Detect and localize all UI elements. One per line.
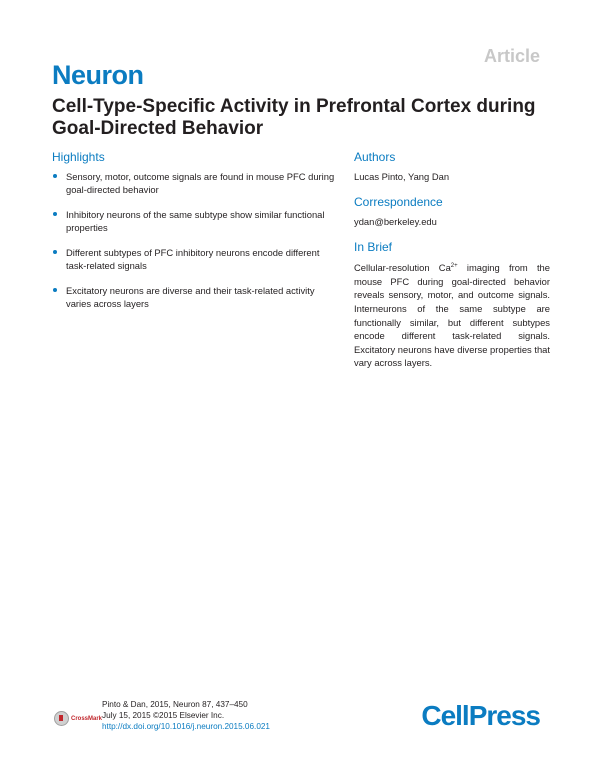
citation-line: Pinto & Dan, 2015, Neuron 87, 437–450 (102, 700, 248, 709)
citation-block (102, 699, 362, 732)
highlight-item (52, 170, 342, 196)
date-copyright-line: July 15, 2015 ©2015 Elsevier Inc. (102, 711, 225, 720)
in-brief-text-start: Cellular-resolution Ca (354, 262, 451, 274)
correspondence-section (354, 195, 550, 228)
authors-section (354, 150, 550, 183)
doi-link[interactable]: http://dx.doi.org/10.1016/j.neuron.2015.06.021 (102, 722, 270, 731)
crossmark-label: CrossMark (71, 715, 103, 722)
highlight-text: Sensory, motor, outcome signals are found in mouse PFC during goal-directed behavior (66, 171, 335, 195)
in-brief-heading: In Brief (354, 240, 393, 254)
highlight-item (52, 208, 342, 234)
crossmark-badge[interactable] (54, 711, 102, 726)
in-brief-section (354, 240, 550, 370)
bullet-icon (53, 174, 57, 178)
authors-heading: Authors (354, 150, 396, 164)
bullet-icon (53, 250, 57, 254)
highlights-list (52, 170, 342, 310)
author-names: Lucas Pinto, Yang Dan (354, 171, 450, 182)
article-title: Cell-Type-Specific Activity in Prefrontal Cortex during Goal-Directed Behavior (52, 96, 536, 139)
correspondence-email[interactable]: ydan@berkeley.edu (354, 216, 437, 227)
highlights-heading: Highlights (52, 150, 105, 164)
highlight-text: Inhibitory neurons of the same subtype show similar functional properties (66, 209, 325, 233)
in-brief-text (354, 260, 550, 370)
highlight-text: Excitatory neurons are diverse and their task-related activity varies across layers (66, 285, 315, 309)
publisher-logo: CellPress (421, 700, 540, 731)
correspondence-heading: Correspondence (354, 195, 443, 209)
in-brief-text-rest: imaging from the mouse PFC during goal-directed behavior reveals sensory, motor, and outcome signals. Interneurons of the same subtype are functionally similar, but different subtypes encode different task-related signals. Excitatory neurons have diverse properties that vary across layers. (354, 262, 550, 369)
highlight-item (52, 246, 342, 272)
journal-name: Neuron (52, 60, 144, 90)
highlight-text: Different subtypes of PFC inhibitory neurons encode different task-related signals (66, 247, 320, 271)
bullet-icon (53, 288, 57, 292)
article-type-label: Article (483, 46, 540, 66)
crossmark-icon (54, 711, 69, 726)
highlight-item (52, 284, 342, 310)
highlights-section (52, 150, 342, 322)
calcium-superscript: 2+ (450, 263, 458, 269)
sidebar-column (354, 150, 550, 382)
bullet-icon (53, 212, 57, 216)
